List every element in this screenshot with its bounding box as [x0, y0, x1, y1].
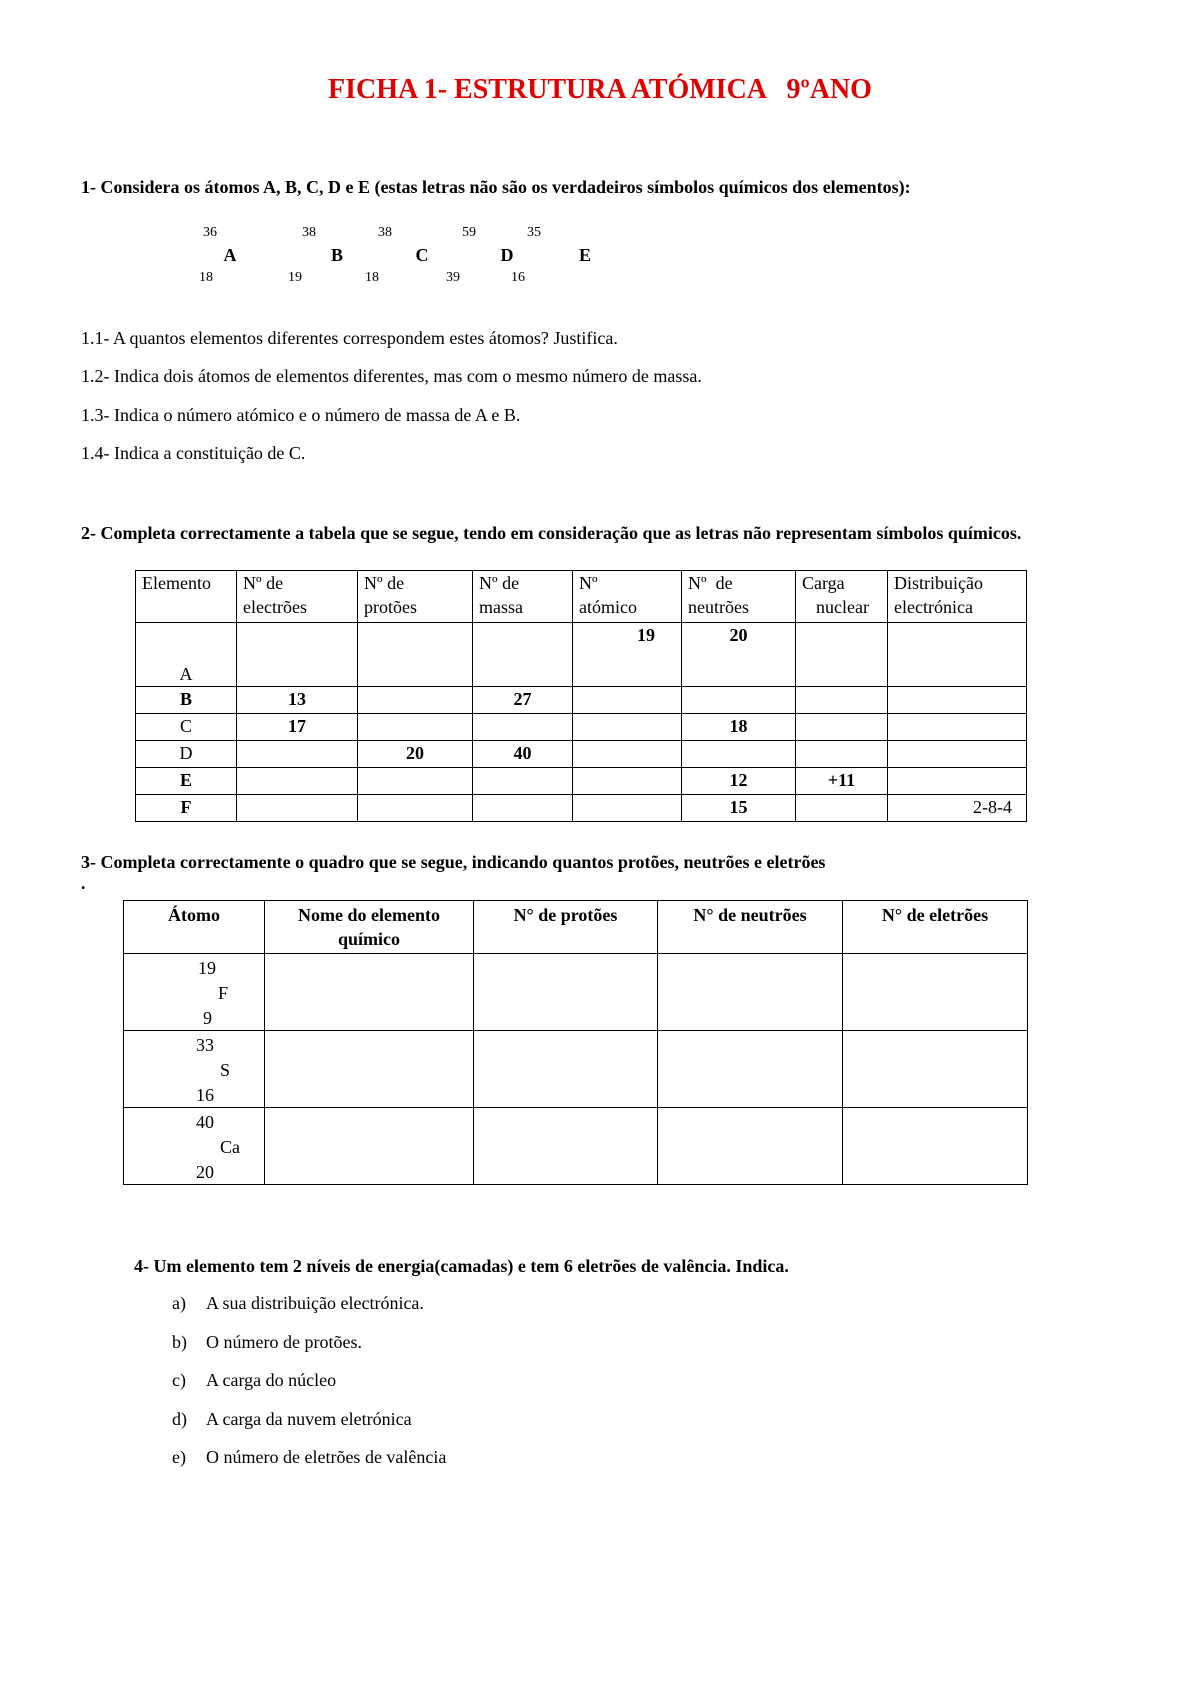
cell: [237, 741, 358, 768]
cell: [888, 623, 1027, 687]
isotope-a-symbol: A: [223, 245, 237, 265]
cell: 2-8-4: [888, 795, 1027, 822]
list-item: d) A carga da nuvem eletrónica: [172, 1409, 412, 1429]
table-row: [124, 1031, 1028, 1108]
cell: +11: [796, 768, 888, 795]
cell: [888, 714, 1027, 741]
cell: [265, 1108, 474, 1185]
header-atomico: Nº atómico: [573, 571, 682, 623]
cell: [473, 623, 573, 687]
atom-mass: 40: [196, 1112, 214, 1132]
question-1-heading: 1- Considera os átomos A, B, C, D e E (estas letras não são os verdadeiros símbolos químicos dos elementos):: [81, 177, 911, 197]
isotope-b-mass: 38: [302, 225, 316, 240]
cell: C: [136, 714, 237, 741]
cell: 18: [682, 714, 796, 741]
cell: [658, 1031, 843, 1108]
cell: [237, 623, 358, 687]
atom-number: 9: [203, 1008, 212, 1028]
isotope-b-atomic: 19: [288, 270, 302, 285]
cell: D: [136, 741, 237, 768]
isotope-d-symbol: D: [500, 245, 514, 265]
table-row: [136, 741, 1027, 768]
table-row: [124, 954, 1028, 1031]
cell: 12: [682, 768, 796, 795]
table-row: [136, 623, 1027, 687]
cell: [796, 623, 888, 687]
list-item: a) A sua distribuição electrónica.: [172, 1293, 424, 1313]
cell: 13: [237, 687, 358, 714]
header-protoes: Nº de protões: [358, 571, 473, 623]
cell: 27: [473, 687, 573, 714]
table-header-row: [136, 571, 1027, 623]
table-row: [136, 768, 1027, 795]
list-item: b) O número de protões.: [172, 1332, 362, 1352]
cell: [843, 954, 1028, 1031]
header-distribuicao: Distribuição electrónica: [888, 571, 1027, 623]
cell: [658, 1108, 843, 1185]
isotope-e-symbol: E: [578, 245, 591, 265]
atom-table: [123, 900, 1028, 1185]
cell: [796, 714, 888, 741]
header-elemento: Elemento: [136, 571, 237, 623]
question-4-heading: 4- Um elemento tem 2 níveis de energia(camadas) e tem 6 eletrões de valência. Indica.: [134, 1256, 789, 1276]
header-electroes: Nº de electrões: [237, 571, 358, 623]
table-row: [124, 1108, 1028, 1185]
isotope-c-symbol: C: [415, 245, 429, 265]
isotope-e-atomic: 16: [511, 270, 525, 285]
cell: [265, 954, 474, 1031]
cell: [265, 1031, 474, 1108]
atom-symbol: F: [218, 983, 229, 1003]
cell: 20: [682, 623, 796, 687]
cell: [573, 714, 682, 741]
cell: [573, 795, 682, 822]
isotope-d-mass: 59: [462, 225, 476, 240]
cell: [573, 768, 682, 795]
header-nome: Nome do elemento químico: [265, 901, 474, 954]
cell: [658, 954, 843, 1031]
cell: [888, 687, 1027, 714]
question-3-heading: 3- Completa correctamente o quadro que se segue, indicando quantos protões, neutrões e eletrões: [81, 852, 826, 872]
table-row: [136, 687, 1027, 714]
header-massa: Nº de massa: [473, 571, 573, 623]
cell: [843, 1108, 1028, 1185]
cell: 40: [473, 741, 573, 768]
list-item: e) O número de eletrões de valência: [172, 1447, 447, 1467]
cell: [573, 687, 682, 714]
atom-symbol: S: [220, 1060, 231, 1080]
cell: [796, 741, 888, 768]
isotope-e-mass: 35: [527, 225, 541, 240]
cell: [796, 795, 888, 822]
table-row: [136, 795, 1027, 822]
cell: 20: [358, 741, 473, 768]
atom-symbol: Ca: [220, 1137, 240, 1157]
question-1-2: 1.2- Indica dois átomos de elementos diferentes, mas com o mesmo número de massa.: [81, 366, 702, 386]
header-eletroes: N° de eletrões: [843, 901, 1028, 954]
cell: [237, 768, 358, 795]
list-item: c) A carga do núcleo: [172, 1370, 337, 1390]
cell: [474, 1031, 658, 1108]
cell: [888, 741, 1027, 768]
isotope-a-mass: 36: [203, 225, 217, 240]
cell: [358, 768, 473, 795]
cell: [573, 741, 682, 768]
page-title: FICHA 1- ESTRUTURA ATÓMICA 9ºANO: [328, 74, 872, 105]
atom-mass: 33: [196, 1035, 214, 1055]
cell: [237, 795, 358, 822]
header-carga: Carga nuclear: [796, 571, 888, 623]
cell: [796, 687, 888, 714]
atom-cell: [124, 1108, 265, 1185]
question-3-dot: .: [81, 873, 86, 893]
cell: [358, 795, 473, 822]
cell: [358, 687, 473, 714]
atom-number: 20: [196, 1162, 214, 1182]
question-2-heading: 2- Completa correctamente a tabela que se segue, tendo em consideração que as letras não representam símbolos químicos.: [81, 523, 1022, 543]
header-neutroes: Nº de neutrões: [682, 571, 796, 623]
cell: [474, 954, 658, 1031]
cell: [682, 741, 796, 768]
cell: 17: [237, 714, 358, 741]
question-1-1: 1.1- A quantos elementos diferentes correspondem estes átomos? Justifica.: [81, 328, 618, 348]
cell: 19: [573, 623, 682, 687]
table-header-row: [124, 901, 1028, 954]
isotope-a-atomic: 18: [199, 270, 213, 285]
cell: 15: [682, 795, 796, 822]
header-protoes: N° de protões: [474, 901, 658, 954]
cell: [843, 1031, 1028, 1108]
element-table: [135, 570, 1027, 822]
cell: [474, 1108, 658, 1185]
isotope-d-atomic: 39: [446, 270, 460, 285]
isotope-c-mass: 38: [378, 225, 392, 240]
isotope-b-symbol: B: [330, 245, 343, 265]
cell: A: [136, 623, 237, 687]
cell: [358, 714, 473, 741]
cell: E: [136, 768, 237, 795]
isotope-c-atomic: 18: [365, 270, 379, 285]
cell: [888, 768, 1027, 795]
header-neutroes: N° de neutrões: [658, 901, 843, 954]
question-1-3: 1.3- Indica o número atómico e o número de massa de A e B.: [81, 405, 521, 425]
cell: [473, 795, 573, 822]
atom-cell: [124, 954, 265, 1031]
cell: [682, 687, 796, 714]
cell: F: [136, 795, 237, 822]
cell: B: [136, 687, 237, 714]
cell: [358, 623, 473, 687]
atom-cell: [124, 1031, 265, 1108]
atom-number: 16: [196, 1085, 214, 1105]
atom-mass: 19: [198, 958, 216, 978]
cell: [473, 714, 573, 741]
table-row: [136, 714, 1027, 741]
header-atomo: Átomo: [124, 901, 265, 954]
question-1-4: 1.4- Indica a constituição de C.: [81, 443, 306, 463]
cell: [473, 768, 573, 795]
